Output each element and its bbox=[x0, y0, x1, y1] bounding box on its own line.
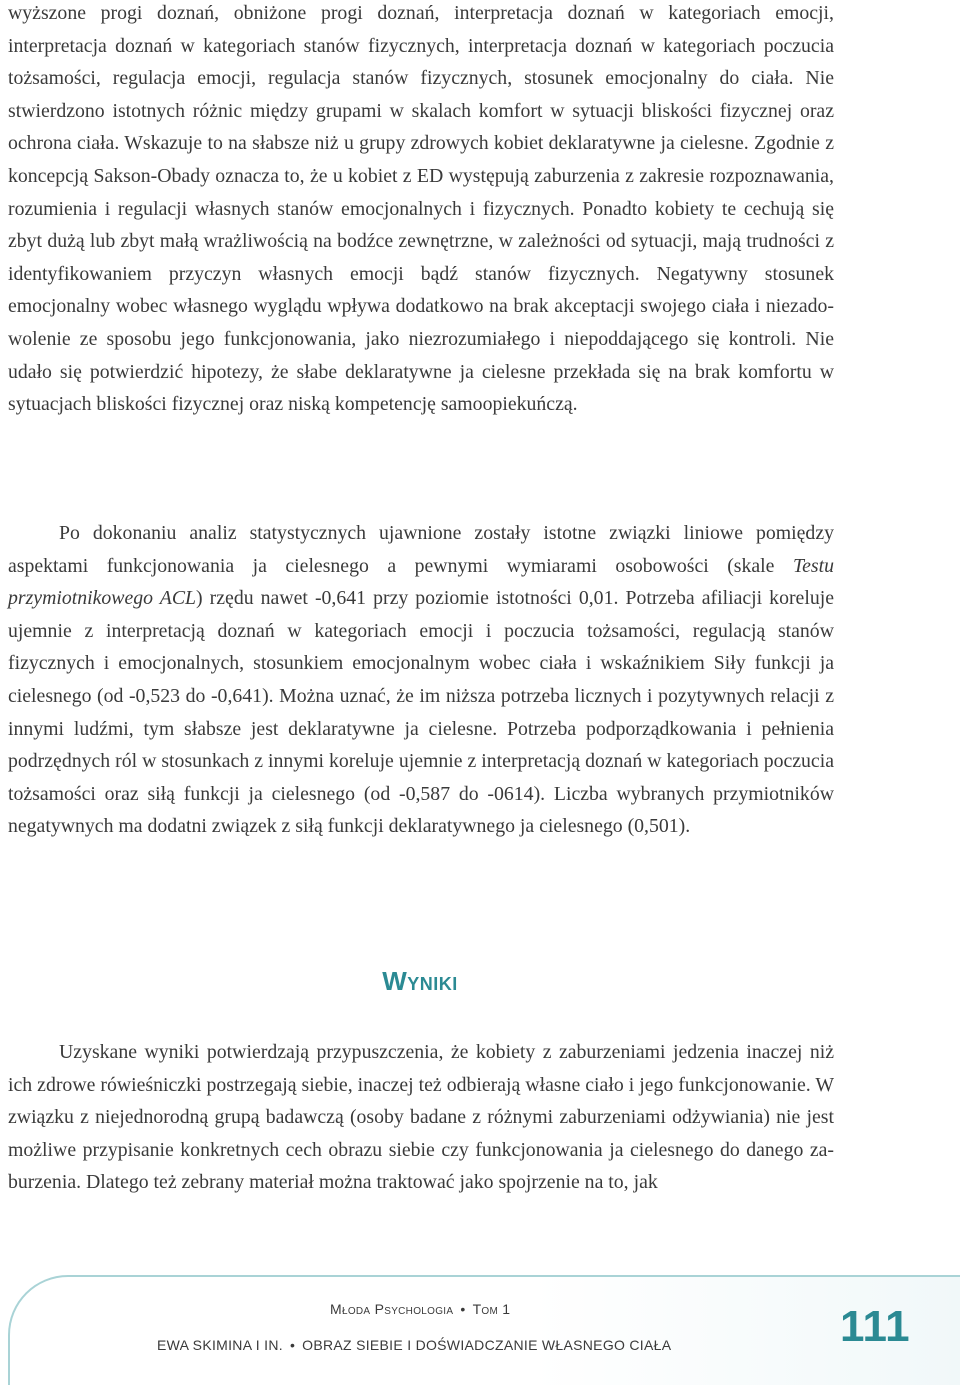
paragraph-text bbox=[8, 517, 834, 843]
article-authors: EWA SKIMINA I IN. bbox=[157, 1337, 283, 1353]
journal-name: Młoda Psychologia bbox=[330, 1301, 454, 1317]
paragraph-text: wyższone progi doznań, obniżone progi doznań, interpretacja doznań w kategoriach emocji, interpretacja doznań w kategoriach stanów fizycznych, interpretacja doznań w kategoriach poczucia tożsamości, regulacja emocji, regulacja stanów fizycznych, stosunek emocjonalny do ciała. Nie stwierdzono istotnych różnic między grupami w skalach komfort w sytuacji bliskości fizycznej oraz ochrona ciała. Wskazuje to na słabsze niż u grupy zdrowych kobiet deklaratywne ja cielesne. Zgodnie z koncepcją Sakson-Obady oznacza to, że u kobiet z ED występują zaburzenia z zakresie rozpoznawania, rozumienia i regulacji własnych stanów emocjonalnych i fizycznych. Ponadto kobiety te cechują się zbyt dużą lub zbyt małą wrażliwością na bodźce zewnętrzne, w zależności od sytuacji, mają trudności z identyfikowaniem przyczyn własnych emocji bądź stanów fizycznych. Negatywny stosunek emocjonalny wobec własnego wyglądu wpływa dodatkowo na brak akceptacji swojego ciała i niezadowolenie ze sposobu jego funkcjonowania, jako niezrozumiałego i niepoddającego się kontroli. Nie udało się potwierdzić hipotezy, że słabe deklaratywne ja cielesne przekłada się na brak komfortu w sytuacjach bliskości fizycznej oraz niską kompetencję samoopiekuńczą. bbox=[8, 2, 834, 416]
footer-journal-line bbox=[330, 1301, 510, 1317]
paragraph-text-start: Po dokonaniu analiz statystycznych ujawnione zostały istotne związki liniowe pomiędzy aspektami funkcjonowania ja cielesnego a pewnymi wymiarami osobowości (skale bbox=[8, 522, 834, 577]
footer-article-line bbox=[157, 1337, 671, 1353]
journal-volume: Tom 1 bbox=[472, 1301, 511, 1317]
footer-separator: • bbox=[289, 1337, 296, 1353]
footer-frame bbox=[8, 1275, 960, 1385]
footer-separator: • bbox=[460, 1301, 466, 1317]
page-number: 111 bbox=[840, 1302, 911, 1351]
body-paragraph-3 bbox=[8, 1036, 834, 1199]
section-heading: Wyniki bbox=[382, 966, 458, 996]
article-title: OBRAZ SIEBIE I DOŚWIADCZANIE WŁASNEGO CIAŁA bbox=[302, 1337, 672, 1353]
paragraph-text-end: ) rzędu nawet -0,641 przy poziomie istotności 0,01. Potrzeba afiliacji koreluje ujemnie z interpretacją doznań w kategoriach emocji i poczucia tożsamości, regulacją stanów fizycznych i emocjonalnych, stosunkiem emocjonalnym wobec ciała i wskaźnikiem Siły funkcji ja cielesnego (od -0,523 do -0,641). Można uznać, że im niższa potrzeba licznych i pozytywnych relacji z innymi ludźmi, tym słabsze jest deklaratywne ja cielesne. Potrzeba podporządkowania i pełnienia podrzędnych ról w stosunkach z innymi koreluje ujemnie z interpretacją doznań w kategoriach poczucia tożsamości oraz siłą funkcji ja cielesnego (od -0,587 do -0614). Liczba wybranych przymiotników negatywnych ma dodatni związek z siłą funkcji deklaratywnego ja cielesnego (0,501). bbox=[8, 587, 834, 838]
paragraph-text: Uzyskane wyniki potwierdzają przypuszczenia, że kobiety z zaburzeniami jedzenia inaczej niż ich zdrowe rówieśniczki postrzegają siebie, inaczej też odbierają własne ciało i jego funkcjonowanie. W związku z niejednorodną grupą badawczą (osoby badane z różnymi zaburzeniami odżywiania) nie jest możliwe przypisanie konkretnych cech obrazu siebie czy funkcjonowania ja cielesnego do danego zaburzenia. Dlatego też zebrany materiał można traktować jako spojrzenie na to, jak bbox=[8, 1041, 834, 1194]
body-paragraph-1 bbox=[8, 0, 834, 421]
test-name-italic: Testu przymiotnikowego ACL bbox=[8, 554, 834, 610]
body-paragraph-2 bbox=[8, 517, 834, 843]
